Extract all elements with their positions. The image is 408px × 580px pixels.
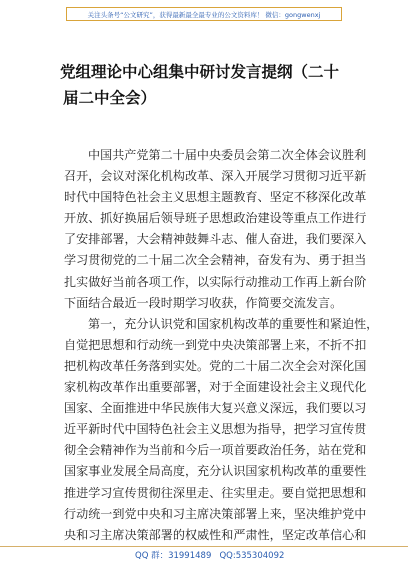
body-line: 中国共产党第二十届中央委员会第二次全体会议胜利 (88, 148, 367, 162)
body-line: 召开，会议对深化机构改革、深入开展学习贯彻习近平新 (64, 169, 367, 184)
body-line: 国家事业发展全局高度，充分认识国家机构改革的重要性 (64, 464, 367, 479)
body-line: 学习贯彻党的二十届二次全会精神，奋发有为、勇于担当 (64, 253, 367, 268)
body-line: 开放、抓好换届后领导班子思想政治建设等重点工作进行 (64, 211, 367, 226)
title-line-1: 党组理论中心组集中研讨发言提纲（二十 (60, 63, 340, 81)
body-line: 扎实做好当前各项工作，以实际行动推动工作再上新台阶 (64, 274, 367, 289)
title-line-2: 届二中全会） (63, 89, 157, 107)
footer-divider (0, 546, 408, 547)
document-title (60, 59, 360, 111)
promo-banner[interactable]: 关注头条号“公文研究”，获得最新最全最专业的公文资料库！ 微信：gongwenxj (66, 7, 342, 21)
body-line: 推进学习宣传贯彻往深里走、往实里走。要自觉把思想和 (64, 485, 367, 500)
footer-qq-group: QQ 群：31991489 (135, 551, 212, 561)
body-line: 家机构改革作出重要部署，对于全面建设社会主义现代化 (64, 380, 367, 395)
document-body (64, 145, 379, 546)
body-line: 把机构改革任务落到实处。党的二十届二次全会对深化国 (64, 358, 367, 373)
body-line: 行动统一到党中央和习主席决策部署上来，坚决维护党中 (64, 506, 367, 521)
body-line: 下面结合最近一段时期学习收获，作简要交流发言。 (64, 295, 343, 310)
footer-contact (135, 549, 284, 561)
body-line: 彻全会精神作为当前和今后一项首要政治任务，站在党和 (64, 443, 367, 458)
body-line: 央和习主席决策部署的权威性和严肃性，坚定改革信心和 (64, 527, 367, 542)
body-line: 国家、全面推进中华民族伟大复兴意义深远，我们要以习 (64, 401, 367, 416)
body-line: 自觉把思想和行动统一到党中央决策部署上来，不折不扣 (64, 337, 367, 352)
body-line: 时代中国特色社会主义思想主题教育、坚定不移深化改革 (64, 190, 367, 205)
body-line: 近平新时代中国特色社会主义思想为指导，把学习宣传贯 (64, 422, 367, 437)
body-line: 第一，充分认识党和国家机构改革的重要性和紧迫性， (88, 316, 379, 331)
body-line: 了安排部署，大会精神鼓舞斗志、催人奋进，我们要深入 (64, 232, 367, 247)
footer-qq: QQ:535304092 (219, 551, 285, 561)
